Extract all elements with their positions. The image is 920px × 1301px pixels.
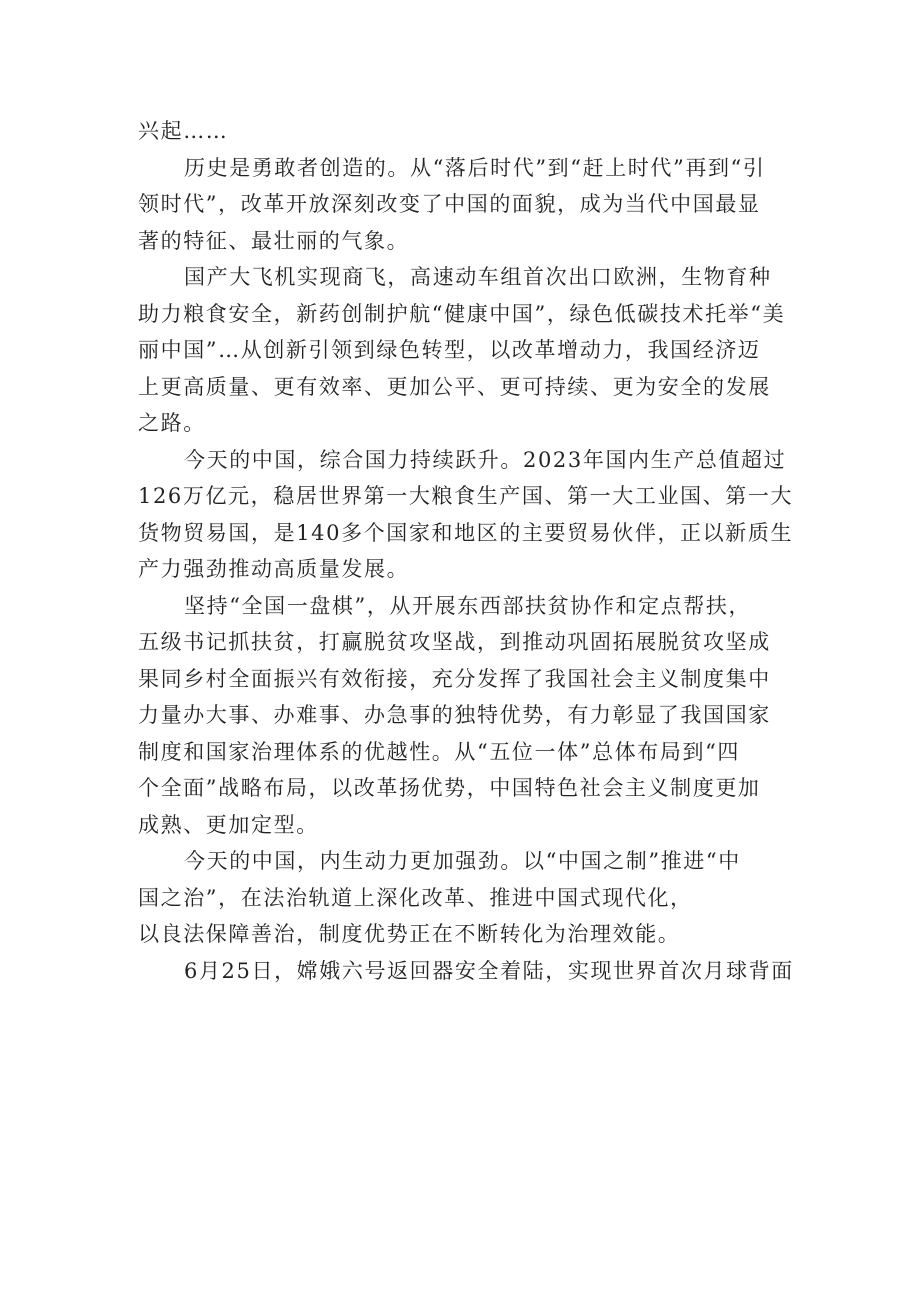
text-line: 个全面”战略布局，以改革扬优势，中国特色社会主义制度更加 [138,776,761,800]
text-line: 领时代”，改革开放深刻改变了中国的面貌，成为当代中国最显 [138,192,761,216]
text-line: 著的特征、最壮丽的气象。 [138,228,410,253]
text-line: 制度和国家治理体系的优越性。从“五位一体”总体布局到“四 [138,739,741,764]
text-line: 国之治”，在法治轨道上深化改革、推进中国式现代化， [138,885,693,910]
text-line: 今天的中国，综合国力持续跃升。2023年国内生产总值超过 [184,447,787,472]
text-line: 五级书记抓扶贫，打赢脱贫攻坚战，到推动巩固拓展脱贫攻坚成 [138,630,771,654]
text-line: 货物贸易国，是140多个国家和地区的主要贸易伙伴，正以新质生 [138,520,794,545]
text-line: 上更高质量、更有效率、更加公平、更可持续、更为安全的发展 [138,374,771,399]
text-line: 126万亿元，稳居世界第一大粮食生产国、第一大工业国、第一大 [138,484,794,508]
text-line: 成熟、更加定型。 [138,812,319,837]
text-line: 丽中国”…从创新引领到绿色转型，以改革增动力，我国经济迈 [138,338,761,362]
text-line: 果同乡村全面振兴有效衔接，充分发挥了我国社会主义制度集中 [138,666,771,691]
text-line: 历史是勇敢者创造的。从“落后时代”到“赶上时代”再到“引 [184,155,766,180]
text-line: 6月25日，嫦娥六号返回器安全着陆，实现世界首次月球背面 [184,958,794,983]
text-line: 力量办大事、办难事、办急事的独特优势，有力彰显了我国国家 [138,703,771,727]
text-line: 兴起…… [138,119,229,143]
text-line: 助力粮食安全，新药创制护航“健康中国”，绿色低碳技术托举“美 [138,301,786,326]
text-line: 以良法保障善治，制度优势正在不断转化为治理效能。 [138,922,681,946]
text-line: 今天的中国，内生动力更加强劲。以“中国之制”推进“中 [184,849,741,873]
text-line: 坚持“全国一盘棋”，从开展东西部扶贫协作和定点帮扶， [184,593,752,618]
text-line: 产力强劲推动高质量发展。 [138,557,410,581]
document-body [138,113,798,989]
text-line: 国产大飞机实现商飞，高速动车组首次出口欧洲，生物育种 [184,265,772,289]
text-line: 之路。 [138,411,206,435]
